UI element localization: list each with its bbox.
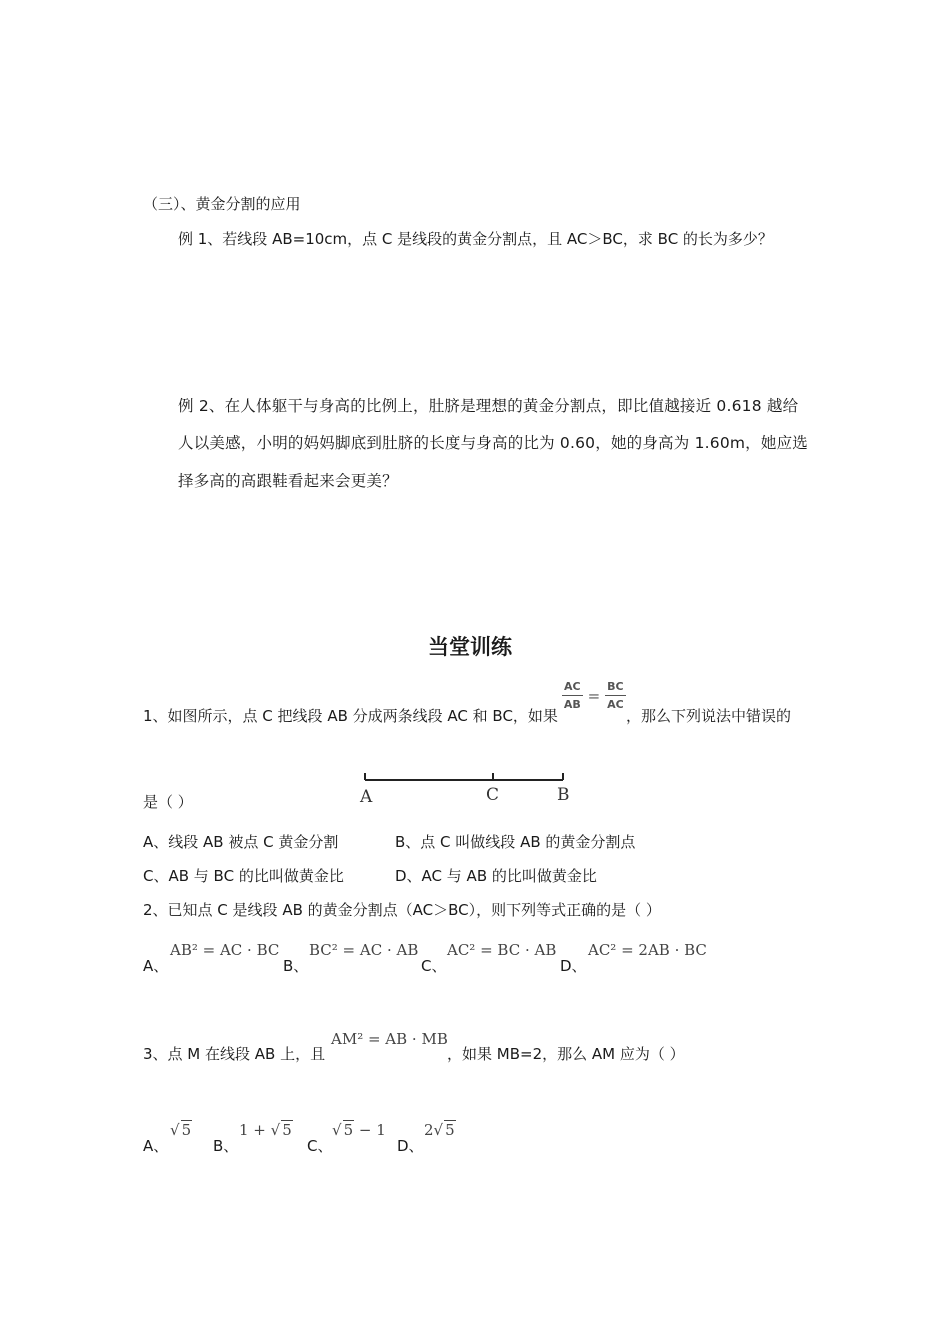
example-2-line-2: 人以美感，小明的妈妈脚底到肚脐的长度与身高的比为 0.60，她的身高为 1.60m，她应选 [178, 434, 808, 452]
point-label-a: A [360, 787, 373, 807]
radicand: 5 [343, 1121, 354, 1139]
q1-fraction-ac-ab [562, 680, 583, 711]
equals-sign: = [587, 686, 601, 705]
q2-formula-c: AC² = BC · AB [447, 941, 557, 959]
q1-text-before: 1、如图所示，点 C 把线段 AB 分成两条线段 AC 和 BC，如果 [143, 707, 558, 725]
segment-figure [355, 768, 575, 808]
q3-label-b: B、 [213, 1137, 239, 1155]
example-1: 例 1、若线段 AB=10cm，点 C 是线段的黄金分割点，且 AC＞BC，求 BC 的长为多少？ [178, 230, 773, 248]
example-2-line-1: 例 2、在人体躯干与身高的比例上，肚脐是理想的黄金分割点，即比值越接近 0.618 越给 [178, 397, 799, 415]
q2-text: 2、已知点 C 是线段 AB 的黄金分割点（AC＞BC），则下列等式正确的是（ ） [143, 901, 661, 919]
q3-answer-c [332, 1120, 386, 1139]
frac-numerator: AC [562, 680, 583, 696]
section-heading: （三）、黄金分割的应用 [143, 195, 301, 213]
q3-answer-d [424, 1120, 456, 1139]
frac-denominator: AB [563, 698, 581, 711]
point-label-c: C [486, 785, 500, 805]
q3-text-before: 3、点 M 在线段 AB 上，且 [143, 1045, 326, 1063]
radicand: 5 [282, 1121, 292, 1139]
answer-prefix: 2 [424, 1121, 434, 1139]
radicand: 5 [181, 1121, 192, 1139]
sqrt-symbol: √ 5 [332, 1121, 354, 1139]
q1-ratio-equation [562, 680, 626, 711]
q1-option-b: B、点 C 叫做线段 AB 的黄金分割点 [395, 833, 636, 851]
q2-formula-a: AB² = AC · BC [170, 941, 280, 959]
q1-option-c: C、AB 与 BC 的比叫做黄金比 [143, 867, 344, 885]
q2-formula-b: BC² = AC · AB [309, 941, 419, 959]
answer-suffix: − 1 [354, 1121, 386, 1139]
q3-label-c: C、 [307, 1137, 333, 1155]
q3-label-a: A、 [143, 1137, 169, 1155]
q1-text-cont: 是（ ） [143, 793, 193, 811]
sqrt-symbol: √ 5 [170, 1121, 192, 1139]
example-2-line-3: 择多高的高跟鞋看起来会更美？ [178, 472, 398, 490]
q3-answer-b [239, 1120, 293, 1139]
q1-fraction-bc-ac [605, 680, 625, 711]
frac-numerator: BC [605, 680, 625, 696]
radicand: 5 [445, 1121, 455, 1139]
q3-label-d: D、 [397, 1137, 424, 1155]
q2-label-c: C、 [421, 957, 447, 975]
point-label-b: B [557, 785, 570, 805]
frac-denominator: AC [607, 698, 624, 711]
q1-text-after: ，那么下列说法中错误的 [626, 707, 792, 725]
q2-label-a: A、 [143, 957, 169, 975]
sqrt-symbol: √ 5 [270, 1121, 292, 1139]
q1-option-a: A、线段 AB 被点 C 黄金分割 [143, 833, 339, 851]
q2-formula-d: AC² = 2AB · BC [588, 941, 707, 959]
q3-answer-a [170, 1120, 192, 1139]
q3-text-after: ，如果 MB=2，那么 AM 应为（ ） [447, 1045, 685, 1063]
answer-prefix: 1 + [239, 1121, 271, 1139]
q2-label-d: D、 [560, 957, 587, 975]
practice-title: 当堂训练 [428, 635, 512, 659]
sqrt-symbol: √ 5 [433, 1121, 455, 1139]
q2-label-b: B、 [283, 957, 309, 975]
q1-option-d: D、AC 与 AB 的比叫做黄金比 [395, 867, 597, 885]
q3-formula: AM² = AB · MB [331, 1030, 448, 1048]
